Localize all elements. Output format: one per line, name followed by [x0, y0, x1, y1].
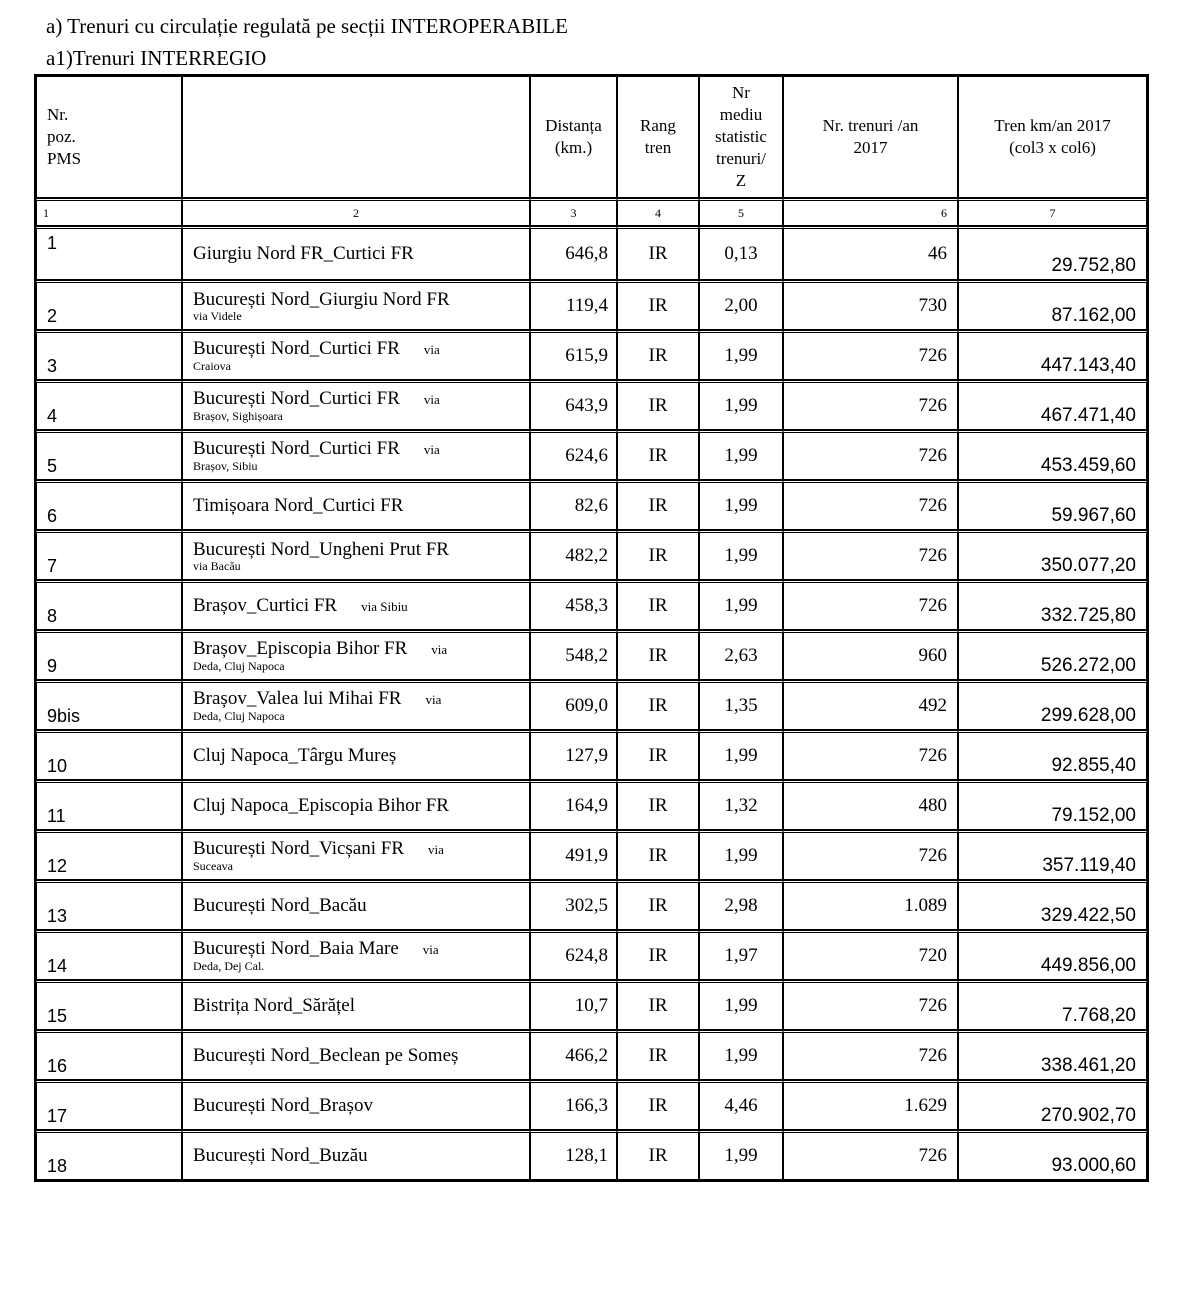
train-km-cell: 338.461,20 — [958, 1030, 1147, 1080]
trains-per-year-cell: 726 — [783, 980, 958, 1030]
table-row — [36, 830, 1147, 880]
rank-cell: IR — [617, 880, 699, 930]
trains-per-year-cell: 726 — [783, 830, 958, 880]
row-number: 15 — [36, 980, 182, 1030]
row-number: 16 — [36, 1030, 182, 1080]
trains-per-year-cell: 726 — [783, 580, 958, 630]
trains-per-year-cell: 726 — [783, 530, 958, 580]
trains-table — [34, 74, 1149, 1182]
train-km-cell: 270.902,70 — [958, 1080, 1147, 1130]
distance-cell: 624,8 — [530, 930, 617, 980]
avg-trains-cell: 1,99 — [699, 1130, 783, 1180]
distance-cell: 166,3 — [530, 1080, 617, 1130]
route-cell — [182, 880, 530, 930]
route-cell — [182, 980, 530, 1030]
trains-per-year-cell: 726 — [783, 330, 958, 380]
header-cell-avg — [699, 76, 783, 198]
route-cell — [182, 226, 530, 280]
table-row — [36, 530, 1147, 580]
rank-cell: IR — [617, 980, 699, 1030]
train-km-cell: 59.967,60 — [958, 480, 1147, 530]
route-cell — [182, 1080, 530, 1130]
avg-trains-cell: 1,99 — [699, 730, 783, 780]
trains-per-year-cell: 46 — [783, 226, 958, 280]
train-km-cell: 453.459,60 — [958, 430, 1147, 480]
route-via: Suceava — [193, 859, 233, 873]
avg-trains-cell: 1,99 — [699, 330, 783, 380]
distance-cell: 548,2 — [530, 630, 617, 680]
route-cell — [182, 430, 530, 480]
table-row — [36, 930, 1147, 980]
section-heading: a) Trenuri cu circulație regulată pe secții INTEROPERABILE — [46, 14, 568, 38]
rank-cell: IR — [617, 730, 699, 780]
trains-per-year-cell: 726 — [783, 430, 958, 480]
subsection-heading: a1)Trenuri INTERREGIO — [46, 46, 267, 70]
rank-cell: IR — [617, 630, 699, 680]
route-via-inline: via — [422, 942, 439, 957]
rank-cell: IR — [617, 1030, 699, 1080]
route-cell — [182, 730, 530, 780]
header-row — [36, 76, 1147, 198]
route-via-inline: via — [423, 442, 440, 457]
header-distance-label: Distanța (km.) — [545, 116, 602, 157]
route-via: Craiova — [193, 359, 231, 373]
row-number: 1 — [36, 226, 182, 280]
table-row — [36, 1130, 1147, 1180]
route-name: București Nord_Vicșani FR — [193, 838, 405, 859]
row-number: 3 — [36, 330, 182, 380]
distance-cell: 615,9 — [530, 330, 617, 380]
route-name: București Nord_Curtici FR — [193, 338, 400, 359]
rank-cell: IR — [617, 380, 699, 430]
train-km-cell: 87.162,00 — [958, 280, 1147, 330]
route-name: București Nord_Buzău — [193, 1145, 368, 1166]
route-via: Deda, Dej Cal. — [193, 959, 265, 973]
header-km-label: Tren km/an 2017 (col3 x col6) — [994, 116, 1111, 157]
table-row — [36, 630, 1147, 680]
avg-trains-cell: 1,99 — [699, 580, 783, 630]
route-cell — [182, 780, 530, 830]
column-number: 2 — [182, 198, 530, 226]
row-number: 8 — [36, 580, 182, 630]
route-via: Deda, Cluj Napoca — [193, 709, 285, 723]
avg-trains-cell: 1,99 — [699, 380, 783, 430]
row-number: 2 — [36, 280, 182, 330]
trains-per-year-cell: 1.089 — [783, 880, 958, 930]
train-km-cell: 526.272,00 — [958, 630, 1147, 680]
rank-cell: IR — [617, 226, 699, 280]
train-km-cell: 350.077,20 — [958, 530, 1147, 580]
header-cell-trains — [783, 76, 958, 198]
route-name: București Nord_Ungheni Prut FR — [193, 538, 449, 560]
route-cell — [182, 930, 530, 980]
table-row — [36, 330, 1147, 380]
route-cell — [182, 830, 530, 880]
train-km-cell: 299.628,00 — [958, 680, 1147, 730]
route-name: Brașov_Valea lui Mihai FR — [193, 688, 402, 709]
trains-per-year-cell: 960 — [783, 630, 958, 680]
rank-cell: IR — [617, 1080, 699, 1130]
route-cell — [182, 280, 530, 330]
trains-per-year-cell: 726 — [783, 1130, 958, 1180]
rank-cell: IR — [617, 580, 699, 630]
rank-cell: IR — [617, 830, 699, 880]
route-via-inline: via Sibiu — [361, 598, 408, 614]
route-cell — [182, 1130, 530, 1180]
distance-cell: 643,9 — [530, 380, 617, 430]
avg-trains-cell: 1,99 — [699, 980, 783, 1030]
trains-per-year-cell: 726 — [783, 380, 958, 430]
distance-cell: 164,9 — [530, 780, 617, 830]
avg-trains-cell: 1,99 — [699, 530, 783, 580]
row-number: 10 — [36, 730, 182, 780]
header-cell-rank — [617, 76, 699, 198]
rank-cell: IR — [617, 430, 699, 480]
column-number: 4 — [617, 198, 699, 226]
table-row — [36, 380, 1147, 430]
route-via: Brașov, Sighișoara — [193, 409, 283, 423]
train-km-cell: 79.152,00 — [958, 780, 1147, 830]
header-cell-distance — [530, 76, 617, 198]
trains-per-year-cell: 726 — [783, 1030, 958, 1080]
route-name: Giurgiu Nord FR_Curtici FR — [193, 243, 414, 264]
header-rank-label: Rang tren — [640, 116, 676, 157]
route-cell — [182, 1030, 530, 1080]
route-via-inline: via — [425, 692, 442, 707]
row-number: 5 — [36, 430, 182, 480]
table-row — [36, 280, 1147, 330]
avg-trains-cell: 2,63 — [699, 630, 783, 680]
route-cell — [182, 630, 530, 680]
column-number: 5 — [699, 198, 783, 226]
table-row — [36, 980, 1147, 1030]
row-number: 9bis — [36, 680, 182, 730]
rank-cell: IR — [617, 680, 699, 730]
avg-trains-cell: 2,98 — [699, 880, 783, 930]
row-number: 11 — [36, 780, 182, 830]
avg-trains-cell: 1,32 — [699, 780, 783, 830]
distance-cell: 609,0 — [530, 680, 617, 730]
distance-cell: 458,3 — [530, 580, 617, 630]
route-name: Brașov_Curtici FR — [193, 594, 338, 616]
table-row — [36, 1080, 1147, 1130]
column-number-row — [36, 198, 1147, 226]
distance-cell: 646,8 — [530, 226, 617, 280]
avg-trains-cell: 4,46 — [699, 1080, 783, 1130]
trains-per-year-cell: 726 — [783, 730, 958, 780]
distance-cell: 10,7 — [530, 980, 617, 1030]
avg-trains-cell: 1,99 — [699, 1030, 783, 1080]
rank-cell: IR — [617, 280, 699, 330]
distance-cell: 491,9 — [530, 830, 617, 880]
route-via-inline: via — [428, 842, 444, 857]
distance-cell: 128,1 — [530, 1130, 617, 1180]
train-km-cell: 467.471,40 — [958, 380, 1147, 430]
row-number: 12 — [36, 830, 182, 880]
route-name: București Nord_Curtici FR — [193, 438, 400, 459]
trains-per-year-cell: 480 — [783, 780, 958, 830]
rank-cell: IR — [617, 780, 699, 830]
avg-trains-cell: 1,99 — [699, 480, 783, 530]
route-name: București Nord_Giurgiu Nord FR — [193, 288, 450, 310]
distance-cell: 302,5 — [530, 880, 617, 930]
row-number: 17 — [36, 1080, 182, 1130]
distance-cell: 482,2 — [530, 530, 617, 580]
route-cell — [182, 480, 530, 530]
table-row — [36, 1030, 1147, 1080]
table-row — [36, 480, 1147, 530]
route-via: Brașov, Sibiu — [193, 459, 258, 473]
trains-table-body — [36, 76, 1147, 1180]
rank-cell: IR — [617, 480, 699, 530]
route-via: Deda, Cluj Napoca — [193, 659, 285, 673]
trains-per-year-cell: 492 — [783, 680, 958, 730]
avg-trains-cell: 1,97 — [699, 930, 783, 980]
distance-cell: 82,6 — [530, 480, 617, 530]
avg-trains-cell: 1,35 — [699, 680, 783, 730]
row-number: 6 — [36, 480, 182, 530]
route-name: Bistrița Nord_Sărățel — [193, 995, 355, 1016]
column-number: 3 — [530, 198, 617, 226]
row-number: 9 — [36, 630, 182, 680]
row-number: 4 — [36, 380, 182, 430]
header-nr-label: Nr. poz. PMS — [47, 105, 82, 168]
route-name: Cluj Napoca_Episcopia Bihor FR — [193, 795, 449, 816]
route-name: București Nord_Curtici FR — [193, 388, 400, 409]
rank-cell: IR — [617, 530, 699, 580]
row-number: 13 — [36, 880, 182, 930]
distance-cell: 119,4 — [530, 280, 617, 330]
trains-per-year-cell: 730 — [783, 280, 958, 330]
route-cell — [182, 680, 530, 730]
route-name: București Nord_Bacău — [193, 895, 367, 916]
train-km-cell: 29.752,80 — [958, 226, 1147, 280]
row-number: 14 — [36, 930, 182, 980]
train-km-cell: 7.768,20 — [958, 980, 1147, 1030]
table-row — [36, 430, 1147, 480]
distance-cell: 466,2 — [530, 1030, 617, 1080]
rank-cell: IR — [617, 930, 699, 980]
distance-cell: 624,6 — [530, 430, 617, 480]
route-cell — [182, 330, 530, 380]
route-name: București Nord_Brașov — [193, 1095, 373, 1116]
route-via-inline: via — [423, 342, 440, 357]
route-name: Brașov_Episcopia Bihor FR — [193, 638, 408, 659]
table-row — [36, 680, 1147, 730]
route-via-inline: via — [423, 392, 440, 407]
avg-trains-cell: 1,99 — [699, 830, 783, 880]
route-cell — [182, 380, 530, 430]
avg-trains-cell: 0,13 — [699, 226, 783, 280]
avg-trains-cell: 2,00 — [699, 280, 783, 330]
train-km-cell: 92.855,40 — [958, 730, 1147, 780]
column-number: 6 — [783, 198, 958, 226]
route-cell — [182, 530, 530, 580]
header-cell-route — [182, 76, 530, 198]
header-trains-label: Nr. trenuri /an 2017 — [822, 116, 919, 157]
route-name: București Nord_Baia Mare — [193, 938, 399, 959]
train-km-cell: 329.422,50 — [958, 880, 1147, 930]
train-km-cell: 449.856,00 — [958, 930, 1147, 980]
route-name: Timișoara Nord_Curtici FR — [193, 495, 404, 516]
row-number: 7 — [36, 530, 182, 580]
trains-per-year-cell: 1.629 — [783, 1080, 958, 1130]
train-km-cell: 357.119,40 — [958, 830, 1147, 880]
route-via: via Videle — [193, 308, 242, 323]
header-avg-label: Nr mediu statistic trenuri/ Z — [715, 83, 767, 190]
rank-cell: IR — [617, 1130, 699, 1180]
column-number: 1 — [36, 198, 182, 226]
avg-trains-cell: 1,99 — [699, 430, 783, 480]
distance-cell: 127,9 — [530, 730, 617, 780]
route-cell — [182, 580, 530, 630]
table-row — [36, 780, 1147, 830]
table-row — [36, 730, 1147, 780]
route-via: via Bacău — [193, 558, 241, 573]
route-name: București Nord_Beclean pe Someș — [193, 1045, 459, 1066]
train-km-cell: 93.000,60 — [958, 1130, 1147, 1180]
route-name: Cluj Napoca_Târgu Mureș — [193, 745, 397, 766]
header-cell-km — [958, 76, 1147, 198]
train-km-cell: 447.143,40 — [958, 330, 1147, 380]
route-via-inline: via — [431, 642, 448, 657]
train-km-cell: 332.725,80 — [958, 580, 1147, 630]
table-row — [36, 880, 1147, 930]
rank-cell: IR — [617, 330, 699, 380]
table-row — [36, 226, 1147, 280]
table-row — [36, 580, 1147, 630]
column-number: 7 — [958, 198, 1147, 226]
row-number: 18 — [36, 1130, 182, 1180]
header-cell-nr — [36, 76, 182, 198]
trains-per-year-cell: 720 — [783, 930, 958, 980]
trains-per-year-cell: 726 — [783, 480, 958, 530]
